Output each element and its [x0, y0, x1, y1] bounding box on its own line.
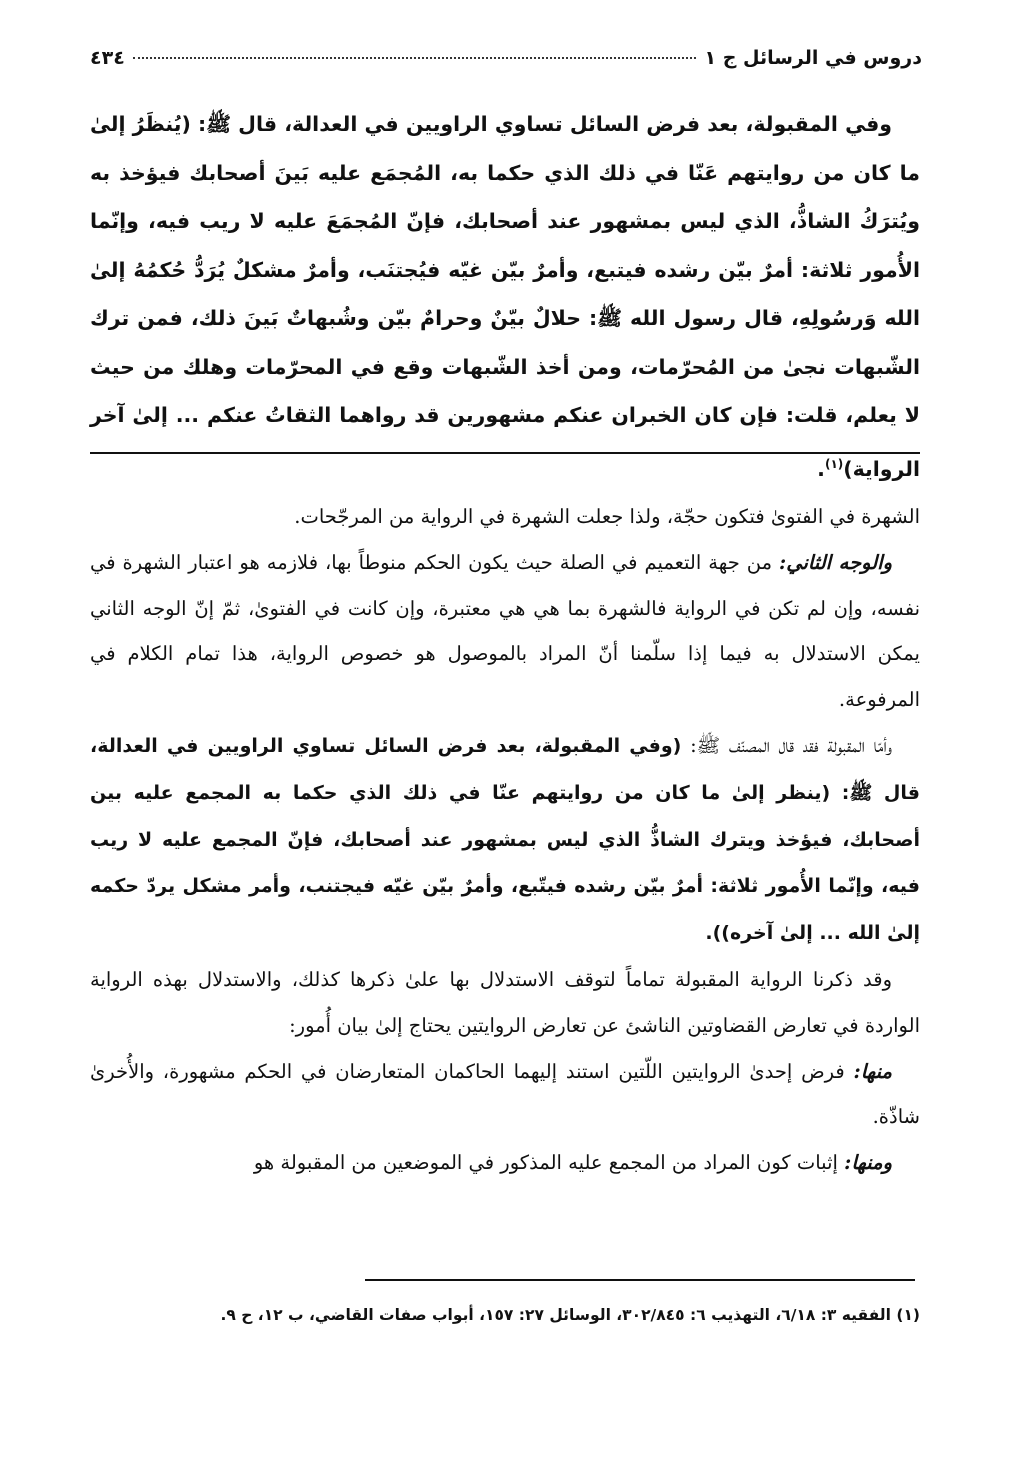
quote-text: وفي المقبولة، بعد فرض السائل تساوي الراويين في العدالة، قال ﷺ: (يُنظَرُ إلىٰ ما كان من روايتهم عَنّا في ذلك الذي حكما به، المُجمَع عليه بَينَ أصحابك فيؤخذ به ويُترَكُ الشاذُّ، الذي ليس بمشهور عند أصحابك، فإنّ المُجمَعَ عليه لا ريب فيه، وإنّما الأُمور ثلاثة: أمرٌ بيّن رشده فيتبع، وأمرٌ بيّن غيّه فيُجتنَب، وأمرٌ مشكلٌ يُرَدُّ حُكمُهُ إلىٰ الله وَرسُولِهِ، قال رسول الله ﷺ: حلالٌ بيّنٌ وحرامٌ بيّن وشُبهاتٌ بَينَ ذلك، فمن ترك الشّبهات نجىٰ من المُحرّمات، ومن أخذ الشّبهات وقع في المحرّمات وهلك من حيث لا يعلم، قلت: فإن كان الخبران عنكم مشهورين قد رواهما الثقاتُ عنكم ... إلىٰ آخر الرواية) — [90, 112, 920, 481]
book-title: دروس في الرسائل ج ١ — [704, 47, 922, 69]
paragraph-5 — [90, 1049, 920, 1141]
running-header — [90, 38, 922, 78]
quote-paragraph: وفي المقبولة، بعد فرض السائل تساوي الراويين في العدالة، قال ﷺ: (يُنظَرُ إلىٰ ما كان من روايتهم عَنّا في ذلك الذي حكما به، المُجمَع عليه بَينَ أصحابك فيؤخذ به ويُترَكُ الشاذُّ، الذي ليس بمشهور عند أصحابك، فإنّ المُجمَعَ عليه لا ريب فيه، وإنّما الأُمور ثلاثة: أمرٌ بيّن رشده فيتبع، وأمرٌ بيّن غيّه فيُجتنَب، وأمرٌ مشكلٌ يُرَدُّ حُكمُهُ إلىٰ الله وَرسُولِهِ، قال رسول الله ﷺ: حلالٌ بيّنٌ وحرامٌ بيّن وشُبهاتٌ بَينَ ذلك، فمن ترك الشّبهات نجىٰ من المُحرّمات، ومن أخذ الشّبهات وقع في المحرّمات وهلك من حيث لا يعلم، قلت: فإن كان الخبران عنكم مشهورين قد رواهما الثقاتُ عنكم ... إلىٰ آخر الرواية)$^{(١)}$. — [90, 112, 920, 481]
paragraph-5-lead: منها: — [853, 1059, 892, 1083]
paragraph-6-text: إثبات كون المراد من المجمع عليه المذكور في الموضعين من المقبولة هو — [253, 1151, 838, 1175]
paragraph-5-text: فرض إحدىٰ الروايتين اللّتين استند إليهما الحاكمان المتعارضان في الحكم مشهورة، والأُخرىٰ شاذّة. — [90, 1059, 920, 1129]
paragraph-3-quote: (وفي المقبولة، بعد فرض السائل تساوي الراويين في العدالة، قال ﷺ: (ينظر إلىٰ ما كان من روايتهم عنّا في ذلك الذي حكما به المجمع عليه بين أصحابك، فيؤخذ ويترك الشاذُّ الذي ليس بمشهور عند أصحابك، فإنّ المجمع عليه لا ريب فيه، وإنّما الأُمور ثلاثة: أمرٌ بيّن رشده فيتّبع، وأمرٌ بيّن غيّه فيجتنب، وأمر مشكل يردّ حكمه إلىٰ الله ... إلىٰ آخره)). — [90, 734, 920, 945]
section-rule — [90, 452, 920, 454]
footnote — [90, 1300, 920, 1330]
paragraph-1 — [90, 494, 920, 540]
paragraph-6 — [90, 1140, 920, 1186]
paragraph-4 — [90, 957, 920, 1049]
paragraph-2-lead: والوجه الثاني: — [779, 550, 893, 574]
quoted-narration — [90, 100, 920, 493]
paragraph-2-text: من جهة التعميم في الصلة حيث يكون الحكم منوطاً بها، فلازمه هو اعتبار الشهرة في نفسه، وإن لم تكن في الرواية فالشهرة بما هي هي معتبرة، وإن كانت في الفتوىٰ، ثمّ إنّ الوجه الثاني يمكن الاستدلال به فيما إذا سلّمنا أنّ المراد بالموصول هو خصوص الرواية، هذا تمام الكلام في المرفوعة. — [90, 550, 920, 712]
header-dotted-leader — [133, 57, 697, 59]
paragraph-6-lead: ومنها: — [844, 1151, 892, 1175]
footnote-rule — [365, 1279, 915, 1281]
page-number: ٤٣٤ — [90, 47, 125, 69]
commentary-body — [90, 494, 920, 1186]
paragraph-4-text: وقد ذكرنا الرواية المقبولة تماماً لتوقف الاستدلال بها علىٰ ذكرها كذلك، والاستدلال بهذه الرواية الواردة في تعارض القضاوتين الناشئ عن تعارض الروايتين يحتاج إلىٰ بيان أُمور: — [90, 967, 920, 1037]
paragraph-1-text: الشهرة في الفتوىٰ فتكون حجّة، ولذا جعلت الشهرة في الرواية من المرجّحات. — [294, 505, 920, 528]
footnote-text: (١) الفقيه ٣: ٦/١٨، التهذيب ٦: ٣٠٢/٨٤٥، الوسائل ٢٧: ١٥٧، أبواب صفات القاضي، ب ١٢، ح ٩. — [220, 1306, 920, 1324]
paragraph-2 — [90, 540, 920, 723]
footnote-marker: (١) — [824, 456, 844, 471]
paragraph-3-intro: وأمّا المقبولة فقد قال المصنّف ﷺ: — [690, 733, 893, 757]
paragraph-3 — [90, 723, 920, 957]
